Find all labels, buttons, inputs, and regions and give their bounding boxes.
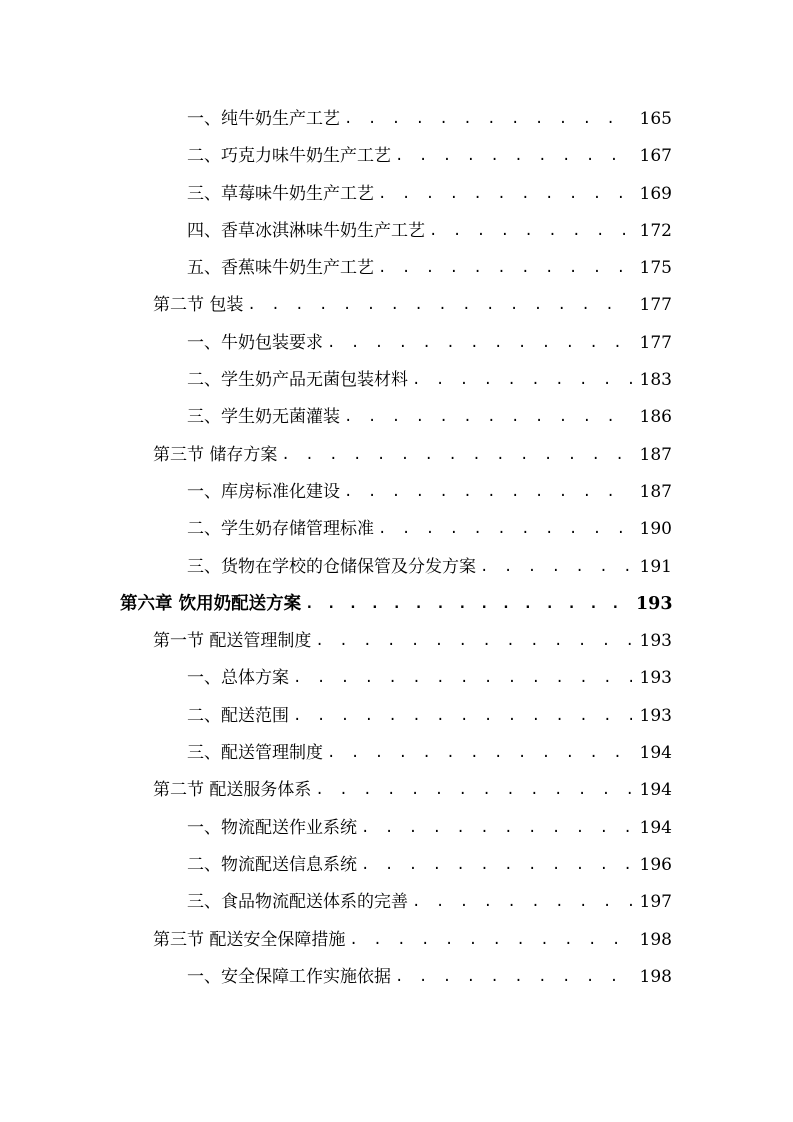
dot-leader <box>480 549 632 586</box>
toc-entry-title: 一、总体方案 <box>187 668 289 689</box>
toc-entry[interactable] <box>0 138 793 175</box>
dot-leader <box>412 884 632 921</box>
dot-leader <box>281 437 632 474</box>
toc-entry-title: 第一节 配送管理制度 <box>153 631 312 652</box>
toc-entry-page: 193 <box>639 631 672 652</box>
toc-entry-title: 第三节 配送安全保障措施 <box>153 929 346 950</box>
toc-entry-title: 五、香蕉味牛奶生产工艺 <box>187 258 374 279</box>
toc-entry-page: 187 <box>639 444 672 465</box>
dot-leader <box>293 698 632 735</box>
toc-entry-title: 三、货物在学校的仓储保管及分发方案 <box>187 556 476 577</box>
dot-leader <box>412 362 632 399</box>
toc-entry[interactable] <box>0 735 793 772</box>
toc-entry[interactable] <box>0 362 793 399</box>
dot-leader <box>349 922 632 959</box>
toc-entry-page: 194 <box>639 780 672 801</box>
toc-entry-page: 196 <box>639 854 672 875</box>
toc-entry-page: 198 <box>639 966 672 987</box>
toc-entry-page: 165 <box>639 109 672 129</box>
toc-entry[interactable] <box>0 511 793 548</box>
toc-entry-title: 第二节 包装 <box>153 295 244 316</box>
toc-entry-title: 三、配送管理制度 <box>187 743 323 764</box>
toc-entry[interactable] <box>0 213 793 250</box>
toc-entry-title: 二、巧克力味牛奶生产工艺 <box>187 146 391 167</box>
dot-leader <box>327 325 632 362</box>
toc-entry-title: 一、安全保障工作实施依据 <box>187 966 391 987</box>
dot-leader <box>315 772 632 809</box>
toc-entry[interactable] <box>0 698 793 735</box>
toc-entry-title: 第六章 饮用奶配送方案 <box>120 593 302 614</box>
toc-entry-title: 第二节 配送服务体系 <box>153 780 312 801</box>
toc-entry-page: 190 <box>639 519 672 540</box>
dot-leader <box>361 847 632 884</box>
toc-entry-page: 183 <box>639 370 672 391</box>
dot-leader <box>344 474 632 511</box>
toc-entry[interactable] <box>0 474 793 511</box>
table-of-contents <box>0 101 793 996</box>
toc-entry[interactable] <box>0 847 793 884</box>
dot-leader <box>361 810 632 847</box>
toc-entry-title: 一、库房标准化建设 <box>187 481 340 502</box>
toc-entry-title: 第三节 储存方案 <box>153 444 278 465</box>
toc-entry[interactable] <box>0 437 793 474</box>
toc-entry[interactable] <box>0 922 793 959</box>
toc-entry-title: 二、学生奶产品无菌包装材料 <box>187 370 408 391</box>
toc-entry[interactable] <box>0 586 793 623</box>
toc-entry-title: 一、物流配送作业系统 <box>187 817 357 838</box>
toc-entry-page: 187 <box>639 481 672 502</box>
toc-entry-title: 三、食品物流配送体系的完善 <box>187 892 408 913</box>
dot-leader <box>378 250 632 287</box>
toc-entry-title: 二、配送范围 <box>187 705 289 726</box>
toc-entry[interactable] <box>0 549 793 586</box>
toc-entry-page: 172 <box>639 220 672 241</box>
toc-entry[interactable] <box>0 325 793 362</box>
toc-entry-title: 一、纯牛奶生产工艺 <box>187 109 340 129</box>
toc-entry[interactable] <box>0 959 793 996</box>
toc-entry-page: 198 <box>639 929 672 950</box>
toc-entry-page: 194 <box>639 817 672 838</box>
toc-entry-page: 177 <box>639 295 672 316</box>
toc-entry[interactable] <box>0 810 793 847</box>
toc-entry-page: 193 <box>636 593 673 614</box>
dot-leader <box>247 287 632 324</box>
toc-entry-page: 169 <box>639 183 672 204</box>
toc-entry-title: 二、学生奶存储管理标准 <box>187 519 374 540</box>
toc-entry[interactable] <box>0 101 793 138</box>
dot-leader <box>395 959 632 996</box>
dot-leader <box>429 213 632 250</box>
toc-entry[interactable] <box>0 287 793 324</box>
toc-entry-page: 186 <box>639 407 672 428</box>
toc-entry-title: 一、牛奶包装要求 <box>187 332 323 353</box>
toc-entry-page: 193 <box>639 668 672 689</box>
toc-entry[interactable] <box>0 623 793 660</box>
toc-entry-page: 197 <box>639 892 672 913</box>
toc-entry[interactable] <box>0 176 793 213</box>
dot-leader <box>327 735 632 772</box>
toc-entry[interactable] <box>0 884 793 921</box>
toc-entry-page: 167 <box>639 146 672 167</box>
dot-leader <box>344 101 632 138</box>
toc-entry-page: 194 <box>639 743 672 764</box>
dot-leader <box>293 660 632 697</box>
toc-entry[interactable] <box>0 399 793 436</box>
toc-entry-page: 177 <box>639 332 672 353</box>
toc-entry-page: 191 <box>639 556 672 577</box>
toc-entry-title: 二、物流配送信息系统 <box>187 854 357 875</box>
dot-leader <box>344 399 632 436</box>
toc-entry-page: 175 <box>639 258 672 279</box>
toc-entry-title: 三、草莓味牛奶生产工艺 <box>187 183 374 204</box>
toc-entry[interactable] <box>0 250 793 287</box>
dot-leader <box>305 586 632 623</box>
dot-leader <box>378 511 632 548</box>
dot-leader <box>378 176 632 213</box>
toc-entry-page: 193 <box>639 705 672 726</box>
toc-entry[interactable] <box>0 660 793 697</box>
dot-leader <box>315 623 632 660</box>
toc-entry[interactable] <box>0 772 793 809</box>
dot-leader <box>395 138 632 175</box>
toc-entry-title: 四、香草冰淇淋味牛奶生产工艺 <box>187 220 425 241</box>
toc-entry-title: 三、学生奶无菌灌装 <box>187 407 340 428</box>
